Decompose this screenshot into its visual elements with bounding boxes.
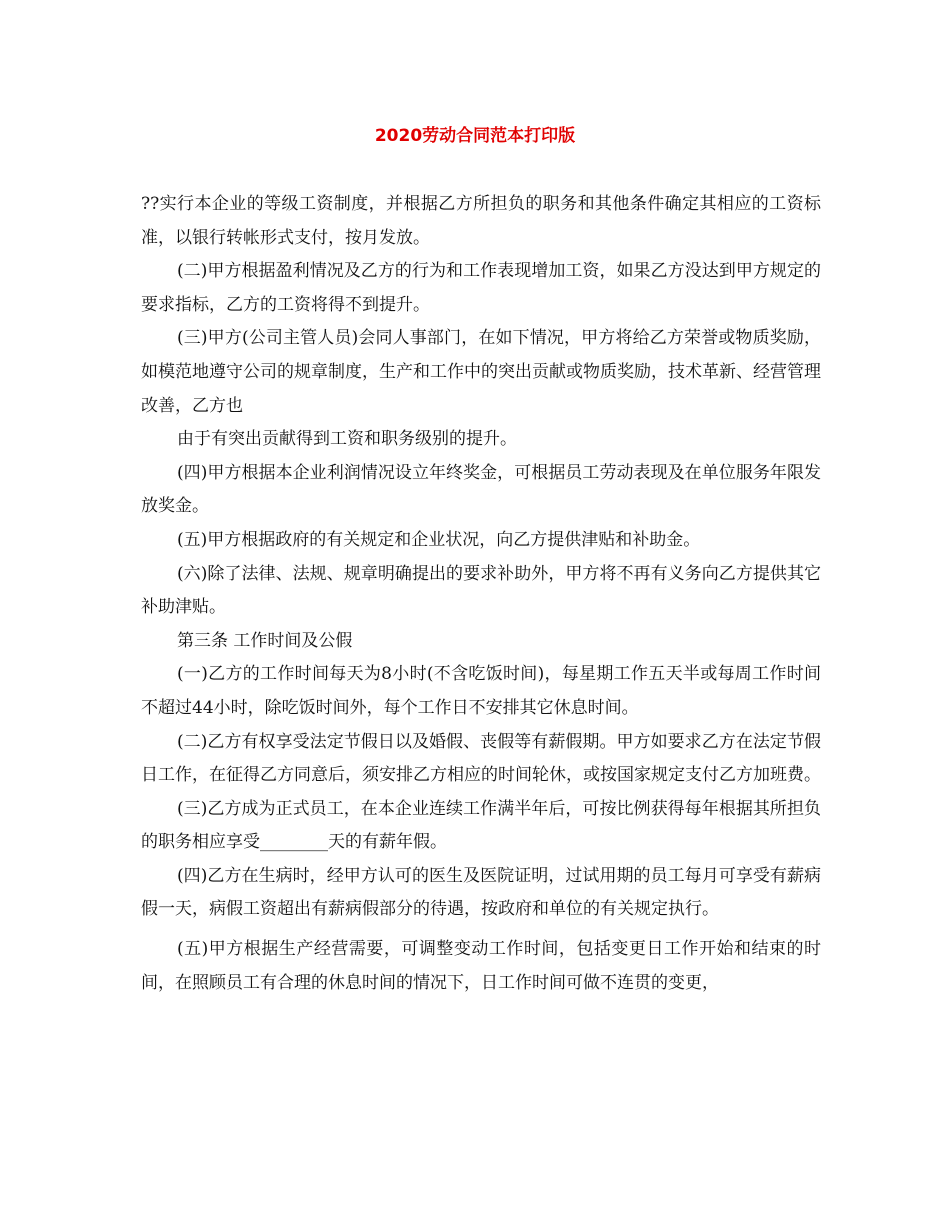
paragraph: ??实行本企业的等级工资制度，并根据乙方所担负的职务和其他条件确定其相应的工资标准，以银行转帐形式支付，按月发放。 <box>141 194 821 248</box>
paragraph: 由于有突出贡献得到工资和职务级别的提升。 <box>177 429 517 450</box>
paragraph: (三)乙方成为正式员工，在本企业连续工作满半年后，可按比例获得每年根据其所担负的职务相应享受________天的有薪年假。 <box>141 798 821 853</box>
paragraph: (四)乙方在生病时，经甲方认可的医生及医院证明，过试用期的员工每月可享受有薪病假一天，病假工资超出有薪病假部分的待遇，按政府和单位的有关规定执行。 <box>141 865 821 920</box>
paragraph: (四)甲方根据本企业利润情况设立年终奖金，可根据员工劳动表现及在单位服务年限发放奖金。 <box>141 462 821 517</box>
paragraph: (五)甲方根据生产经营需要，可调整变动工作时间，包括变更日工作开始和结束的时间，在照顾员工有合理的休息时间的情况下，日工作时间可做不连贯的变更， <box>141 939 821 993</box>
document-body <box>141 188 821 1000</box>
paragraph: (一)乙方的工作时间每天为8小时(不含吃饭时间)，每星期工作五天半或每周工作时间不超过44小时，除吃饭时间外，每个工作日不安排其它休息时间。 <box>141 664 821 718</box>
paragraph: (二)甲方根据盈利情况及乙方的行为和工作表现增加工资，如果乙方没达到甲方规定的要求指标，乙方的工资将得不到提升。 <box>141 261 821 315</box>
paragraph: (五)甲方根据政府的有关规定和企业状况，向乙方提供津贴和补助金。 <box>177 529 701 550</box>
paragraph: (三)甲方(公司主管人员)会同人事部门，在如下情况，甲方将给乙方荣誉或物质奖励，如模范地遵守公司的规章制度，生产和工作中的突出贡献或物质奖励，技术革新、经营管理改善，乙方也 <box>141 328 821 416</box>
section-heading: 第三条 工作时间及公假 <box>177 630 353 651</box>
document-title: 2020劳动合同范本打印版 <box>374 126 576 146</box>
paragraph: (六)除了法律、法规、规章明确提出的要求补助外，甲方将不再有义务向乙方提供其它补助津贴。 <box>141 563 821 618</box>
paragraph: (二)乙方有权享受法定节假日以及婚假、丧假等有薪假期。甲方如要求乙方在法定节假日工作，在征得乙方同意后，须安排乙方相应的时间轮休，或按国家规定支付乙方加班费。 <box>141 731 821 786</box>
